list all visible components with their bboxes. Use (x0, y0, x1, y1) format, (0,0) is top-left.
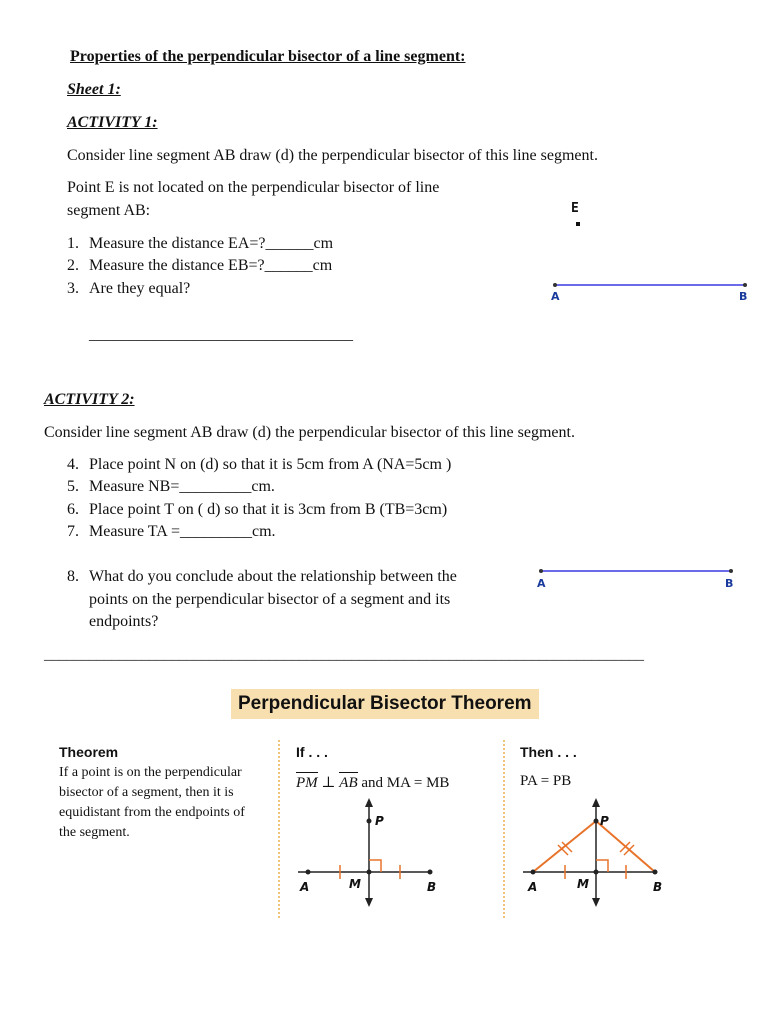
answer-line: _________________________________ (89, 326, 353, 343)
point-e-label: E (571, 201, 579, 216)
theorem-col-head: Theorem (59, 744, 119, 760)
point-a-label: A (528, 880, 538, 894)
question-8-line2: points on the perpendicular bisector of a segment and its (89, 591, 451, 608)
list-item: 1. Measure the distance EA=?______cm (67, 235, 334, 252)
sheet-label: Sheet 1: (67, 81, 121, 98)
list-item: 7. Measure TA =_________cm. (67, 523, 276, 540)
question-8-line3: endpoints? (89, 613, 159, 630)
list-item: 4. Place point N on (d) so that it is 5cm from A (NA=5cm ) (67, 456, 452, 473)
point-a-label: A (537, 577, 546, 590)
point-b-label: B (427, 880, 437, 894)
list-item: 3. Are they equal? (67, 280, 191, 297)
point-a-dot (553, 283, 557, 287)
point-b-label: B (653, 880, 663, 894)
segment-ab-1 (555, 284, 745, 286)
answer-line: ________________________________________________________________________________ (44, 647, 644, 663)
point-m-label: M (349, 877, 361, 891)
question-8: 8. What do you conclude about the relationship between the (67, 568, 457, 585)
if-figure (290, 795, 450, 910)
point-p-label: P (600, 814, 609, 828)
point-a-label: A (551, 290, 560, 303)
theorem-statement: If a point is on the perpendicular bisector of a segment, then it is equidistant from the endpoints of the segment. (59, 765, 245, 840)
page-title: Properties of the perpendicular bisector of a line segment: (70, 48, 466, 65)
point-a-dot (539, 569, 543, 573)
point-e-dot (576, 222, 580, 226)
point-b-label: B (739, 290, 748, 303)
activity1-intro: Consider line segment AB draw (d) the perpendicular bisector of this line segment. (67, 147, 598, 164)
column-divider (278, 740, 280, 918)
activity2-intro: Consider line segment AB draw (d) the perpendicular bisector of this line segment. (44, 424, 575, 441)
point-a-label: A (300, 880, 310, 894)
list-item: 5. Measure NB=_________cm. (67, 478, 275, 495)
point-b-label: B (725, 577, 734, 590)
activity2-heading: ACTIVITY 2: (44, 391, 135, 408)
point-b-dot (743, 283, 747, 287)
column-divider (503, 740, 505, 918)
activity1-heading: ACTIVITY 1: (67, 114, 158, 131)
activity1-note-line1: Point E is not located on the perpendicular bisector of line (67, 179, 440, 196)
then-col-head: Then . . . (520, 744, 577, 760)
theorem-title: Perpendicular Bisector Theorem (231, 689, 539, 719)
then-conclusion: PA = PB (520, 773, 572, 789)
if-col-head: If . . . (296, 744, 328, 760)
list-item: 6. Place point T on ( d) so that it is 3cm from B (TB=3cm) (67, 501, 448, 518)
point-b-dot (729, 569, 733, 573)
point-m-label: M (577, 877, 589, 891)
if-condition: PM ⊥ AB and MA = MB (296, 775, 450, 791)
point-p-label: P (375, 814, 384, 828)
segment-ab-2 (541, 570, 731, 572)
list-item: 2. Measure the distance EB=?______cm (67, 257, 333, 274)
then-figure (515, 795, 675, 910)
activity1-note-line2: segment AB: (67, 202, 151, 219)
